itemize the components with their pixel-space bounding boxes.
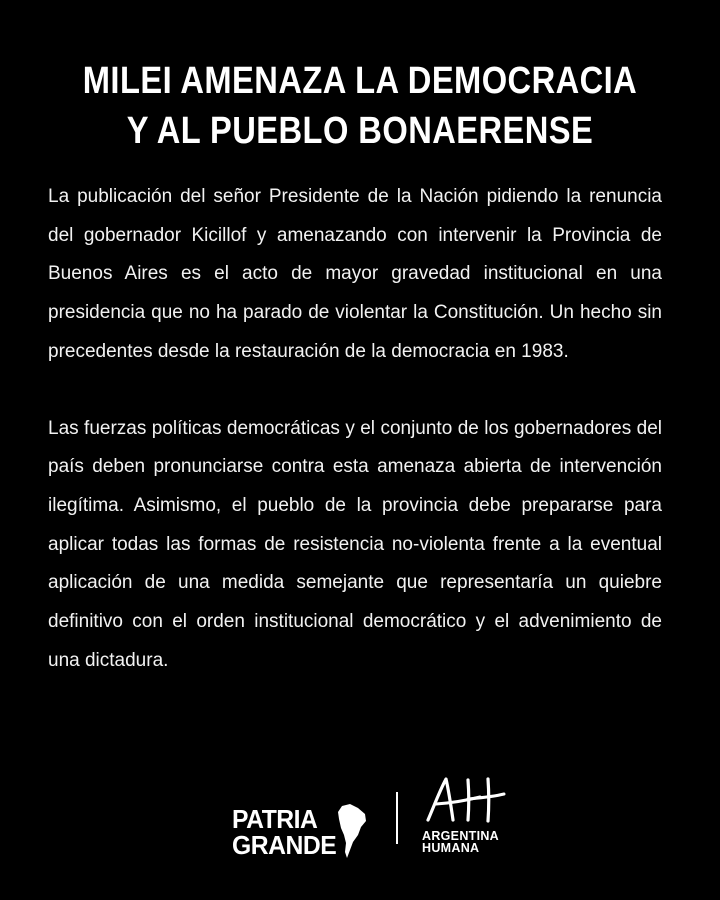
argentina-humana-logo xyxy=(418,776,518,856)
ah-monogram-icon xyxy=(422,776,512,824)
patria-grande-word-2: GRANDE xyxy=(232,830,337,860)
headline xyxy=(76,56,644,156)
south-america-map-icon xyxy=(336,802,368,860)
paragraph-2: Las fuerzas políticas democráticas y el conjunto de los gobernadores del país deben pronunciarse contra esta amenaza abierta de intervención ilegítima. Asimismo, el pueblo de la provincia debe prepararse para aplicar todas las formas de resistencia no-violenta frente a la eventual aplicación de una medida semejante que representaría un quiebre definitivo con el orden institucional democrático y el advenimiento de una dictadura. xyxy=(48,417,662,671)
argentina-humana-word-1: ARGENTINA xyxy=(422,829,500,843)
signatory-logos xyxy=(0,776,720,860)
statement-body xyxy=(48,178,662,680)
paragraph-1: La publicación del señor Presidente de la Nación pidiendo la renuncia del gobernador Kicillof y amenazando con intervenir la Provincia de Buenos Aires es el acto de mayor gravedad institucional en una presidencia que no ha parado de violentar la Constitución. Un hecho sin precedentes desde la restauración de la democracia en 1983. xyxy=(48,186,662,362)
headline-line-2: Y AL PUEBLO BONAERENSE xyxy=(126,110,594,152)
argentina-humana-word-2: HUMANA xyxy=(422,841,480,855)
logo-divider xyxy=(396,792,398,844)
patria-grande-logo xyxy=(232,790,382,860)
headline-line-1: MILEI AMENAZA LA DEMOCRACIA xyxy=(82,60,638,102)
patria-grande-word-1: PATRIA xyxy=(232,804,318,834)
